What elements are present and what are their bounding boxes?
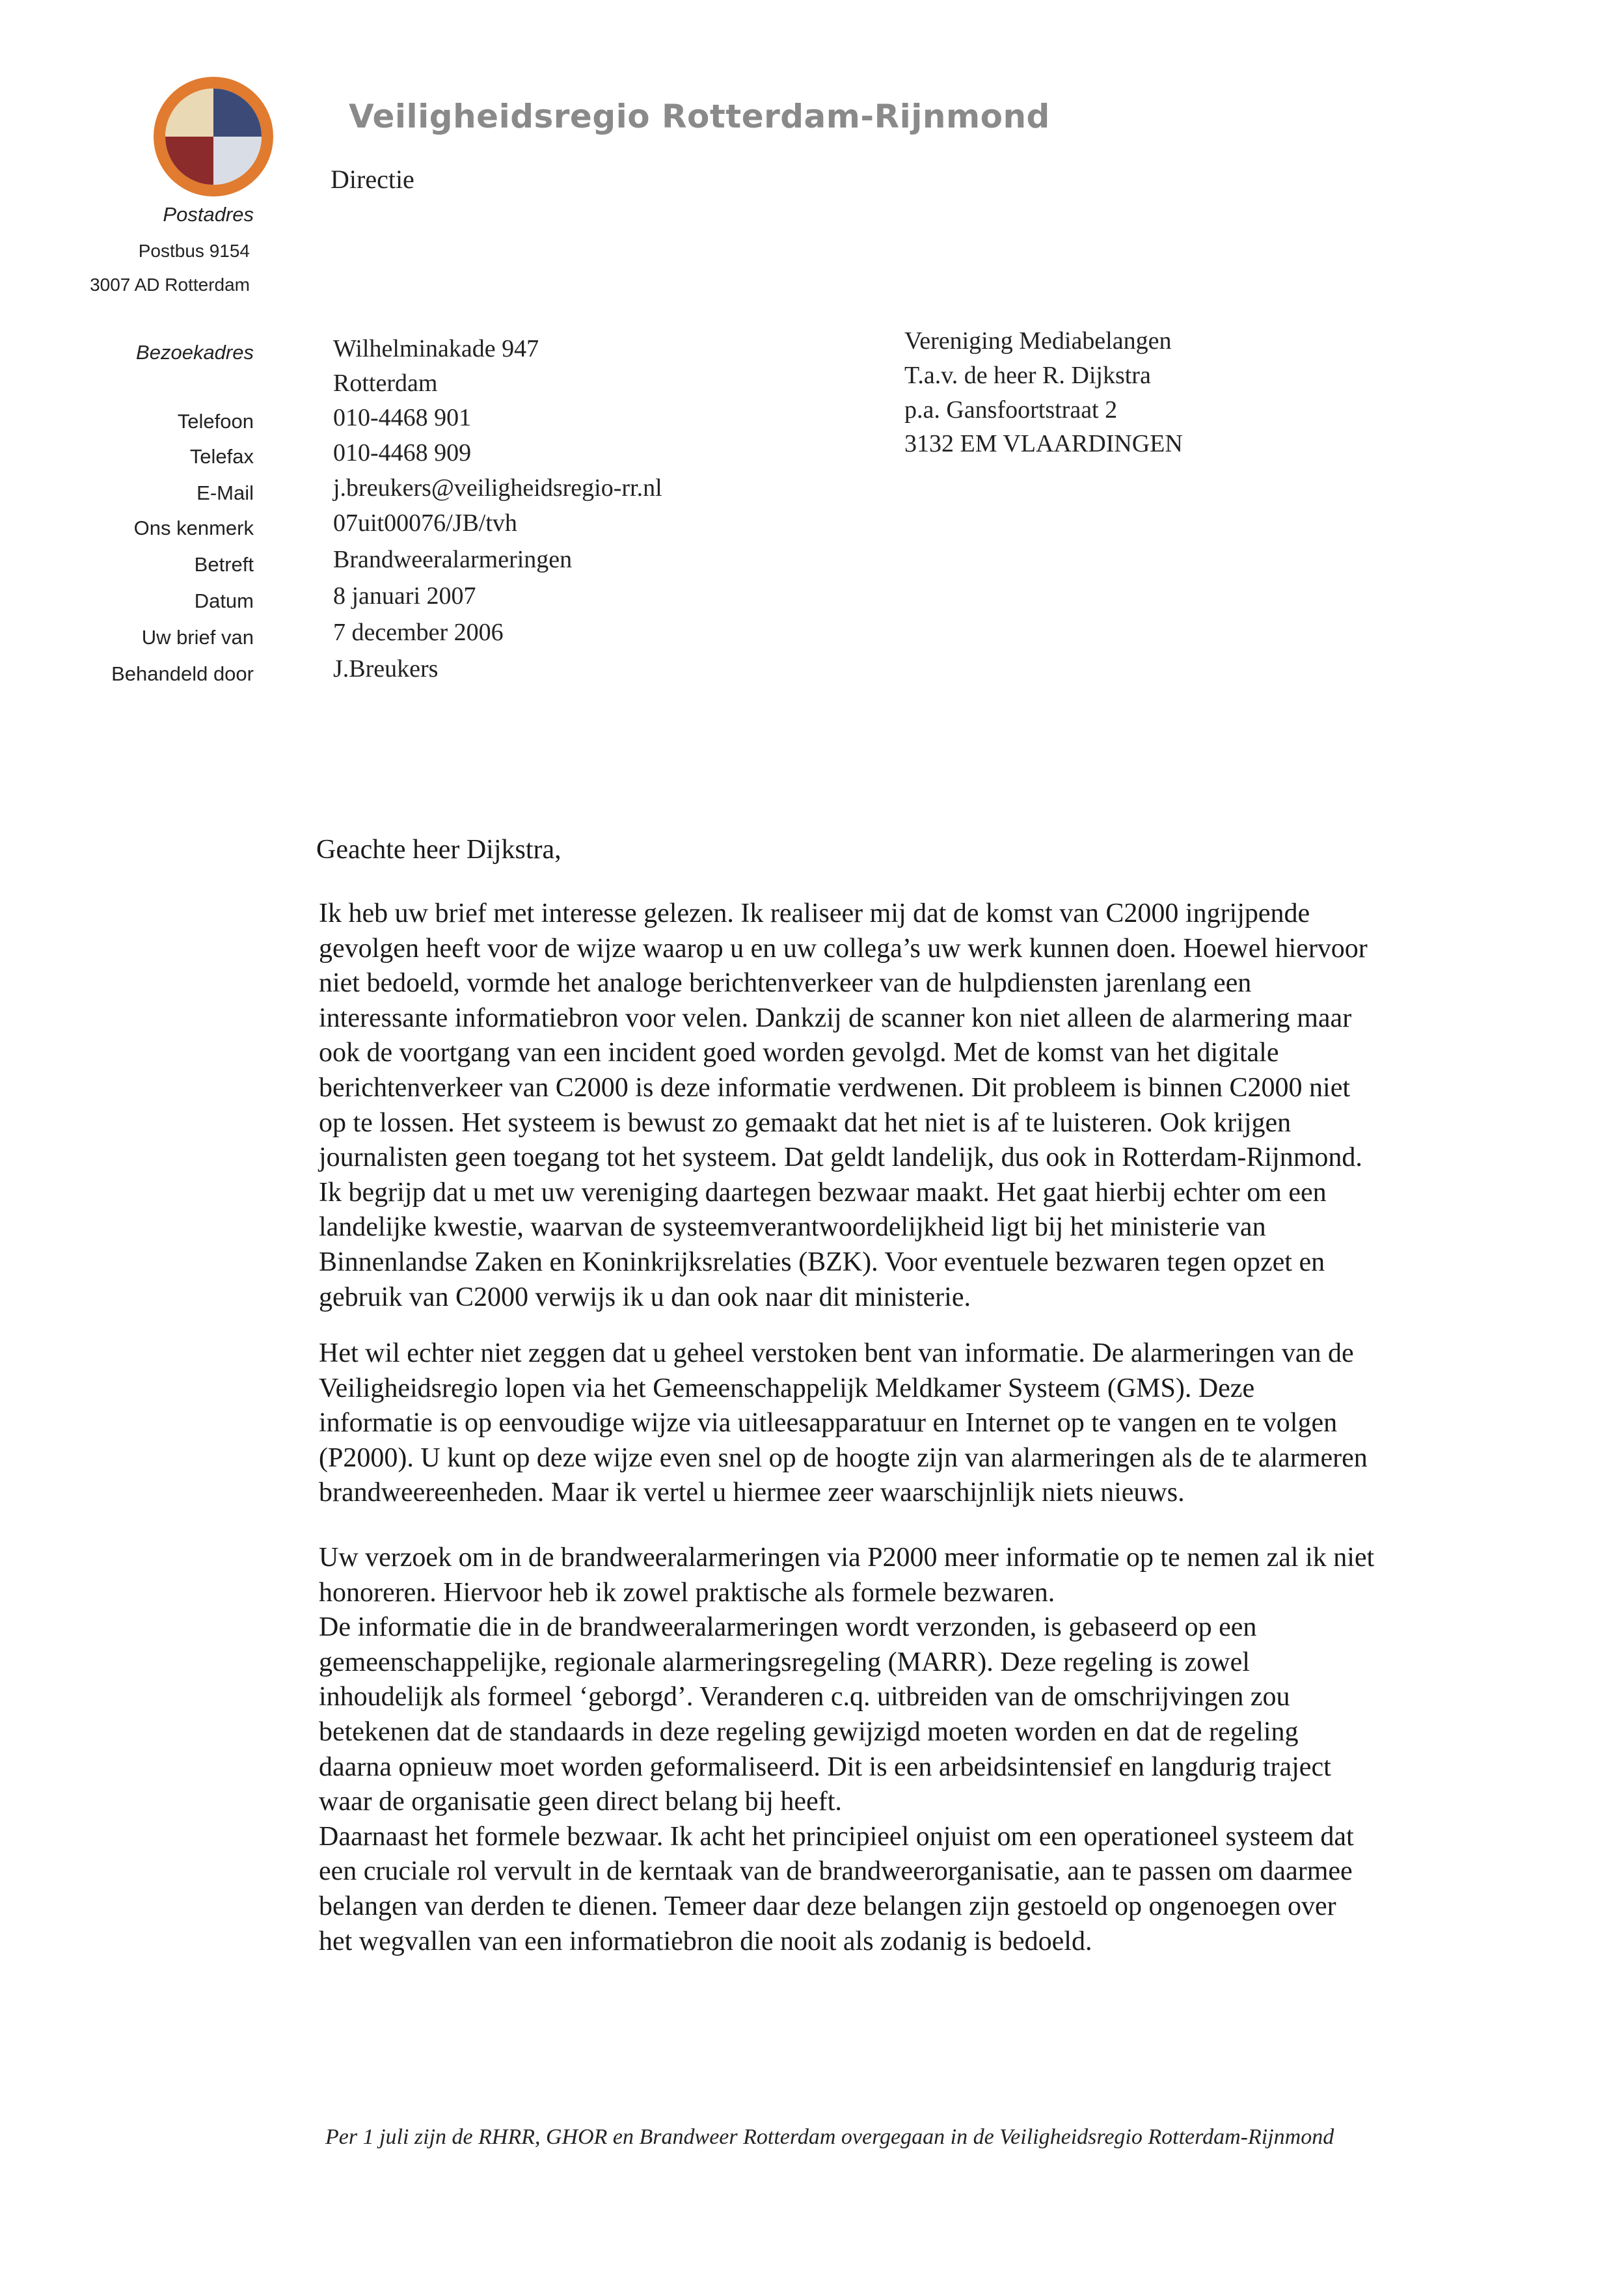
field-value-telefax: 010-4468 909 [333,439,472,466]
field-value-email: j.breukers@veiligheidsregio-rr.nl [333,474,662,502]
body-line: het wegvallen van een informatiebron die nooit als zodanig is bedoeld. [319,1926,1092,1956]
bezoekadres-street: Wilhelminakade 947 [333,335,539,362]
postadres-city: 3007 AD Rotterdam [90,275,250,295]
logo-emblem [165,88,262,185]
logo-quadrant [165,88,213,137]
body-line: interessante informatiebron voor velen. Dankzij de scanner kon niet alleen de alarmering maar [319,1003,1352,1033]
field-value-telefoon: 010-4468 901 [333,404,472,431]
field-label-datum: Datum [194,589,254,612]
body-line: betekenen dat de standaards in deze regeling gewijzigd moeten worden en dat de regeling [319,1716,1299,1747]
field-value-betreft: Brandweeralarmeringen [333,546,573,573]
veiligheidsregio-logo-icon [154,77,273,196]
body-line: Uw verzoek om in de brandweeralarmeringen via P2000 meer informatie op te nemen zal ik niet [319,1543,1375,1573]
field-value-datum: 8 januari 2007 [333,582,476,610]
paragraph-3 [319,1541,1503,1959]
body-line: honoreren. Hiervoor heb ik zowel praktische als formele bezwaren. [319,1577,1055,1608]
body-line: informatie is op eenvoudige wijze via uitleesapparatuur en Internet op te vangen en te volgen [319,1408,1338,1439]
body-line: journalisten geen toegang tot het systeem. Dat geldt landelijk, dus ook in Rotterdam-Rijnmond. [319,1142,1362,1173]
paragraph-2 [319,1336,1503,1511]
field-value-ons-kenmerk: 07uit00076/JB/tvh [333,509,517,537]
organization-name: Veiligheidsregio Rotterdam-Rijnmond [349,98,1050,135]
logo-quadrant [213,88,262,137]
field-label-betreft: Betreft [194,553,254,576]
body-line: op te lossen. Het systeem is bewust zo gemaakt dat het niet is af te luisteren. Ook krijgen [319,1107,1292,1138]
department: Directie [331,165,414,194]
field-label-telefax: Telefax [189,445,254,468]
recipient-line: p.a. Gansfoortstraat 2 [904,396,1118,424]
salutation: Geachte heer Dijkstra, [316,835,562,865]
body-line: daarna opnieuw moet worden geformaliseerd. Dit is een arbeidsintensief en langdurig traject [319,1751,1331,1782]
body-line: belangen van derden te dienen. Temeer daar deze belangen zijn gestoeld op ongenoegen over [319,1891,1336,1921]
footer-note: Per 1 juli zijn de RHRR, GHOR en Brandweer Rotterdam overgegaan in de Veiligheidsregio Rotterdam-Rijnmond [325,2125,1334,2149]
recipient-line: T.a.v. de heer R. Dijkstra [904,362,1151,389]
body-line: gevolgen heeft voor de wijze waarop u en uw collega’s uw werk kunnen doen. Hoewel hiervoor [319,933,1368,964]
body-line: gemeenschappelijke, regionale alarmeringsregeling (MARR). Deze regeling is zowel [319,1647,1250,1677]
field-value-uw-brief-van: 7 december 2006 [333,619,504,646]
field-label-ons-kenmerk: Ons kenmerk [133,517,254,539]
postbus: Postbus 9154 [138,241,250,261]
body-line: De informatie die in de brandweeralarmeringen wordt verzonden, is gebaseerd op een [319,1612,1257,1643]
field-value-behandeld-door: J.Breukers [333,655,439,683]
body-line: Ik heb uw brief met interesse gelezen. Ik realiseer mij dat de komst van C2000 ingrijpende [319,899,1310,928]
body-line: brandweereenheden. Maar ik vertel u hiermee zeer waarschijnlijk niets nieuws. [319,1478,1185,1508]
body-line: (P2000). U kunt op deze wijze even snel op de hoogte zijn van alarmeringen als de te alarmeren [319,1442,1368,1473]
body-line: Veiligheidsregio lopen via het Gemeenschappelijk Meldkamer Systeem (GMS). Deze [319,1373,1255,1403]
field-label-telefoon: Telefoon [177,410,254,433]
postadres-label: Postadres [163,203,254,226]
body-line: Het wil echter niet zeggen dat u geheel verstoken bent van informatie. De alarmeringen van de [319,1338,1354,1368]
body-line: gebruik van C2000 verwijs ik u dan ook naar dit ministerie. [319,1282,971,1312]
recipient-line: Vereniging Mediabelangen [904,327,1172,355]
body-line: waar de organisatie geen direct belang bij heeft. [319,1787,842,1817]
body-line: niet bedoeld, vormde het analoge berichtenverkeer van de hulpdiensten jarenlang een [319,968,1252,999]
body-line: landelijke kwestie, waarvan de systeemverantwoordelijkheid ligt bij het ministerie van [319,1212,1266,1243]
field-label-behandeld-door: Behandeld door [111,662,254,685]
body-line: berichtenverkeer van C2000 is deze informatie verdwenen. Dit probleem is binnen C2000 niet [319,1072,1351,1103]
logo-quadrant [213,137,262,185]
body-line: Daarnaast het formele bezwaar. Ik acht het principieel onjuist om een operationeel systeem dat [319,1821,1354,1852]
body-line: Binnenlandse Zaken en Koninkrijksrelaties (BZK). Voor eventuele bezwaren tegen opzet en [319,1247,1325,1277]
paragraph-1 [319,897,1503,1315]
body-line: ook de voortgang van een incident goed worden gevolgd. Met de komst van het digitale [319,1038,1279,1068]
field-label-uw-brief-van: Uw brief van [141,626,254,649]
body-line: inhoudelijk als formeel ‘geborgd’. Veranderen c.q. uitbreiden van de omschrijvingen zou [319,1682,1290,1712]
recipient-line: 3132 EM VLAARDINGEN [904,430,1183,457]
body-line: Ik begrijp dat u met uw vereniging daartegen bezwaar maakt. Het gaat hierbij echter om een [319,1177,1327,1208]
logo-quadrant [165,137,213,185]
body-line: een cruciale rol vervult in de kerntaak van de brandweerorganisatie, aan te passen om daarmee [319,1856,1353,1887]
bezoekadres-city: Rotterdam [333,370,438,397]
field-label-email: E-Mail [196,481,254,504]
bezoekadres-label: Bezoekadres [136,341,254,364]
